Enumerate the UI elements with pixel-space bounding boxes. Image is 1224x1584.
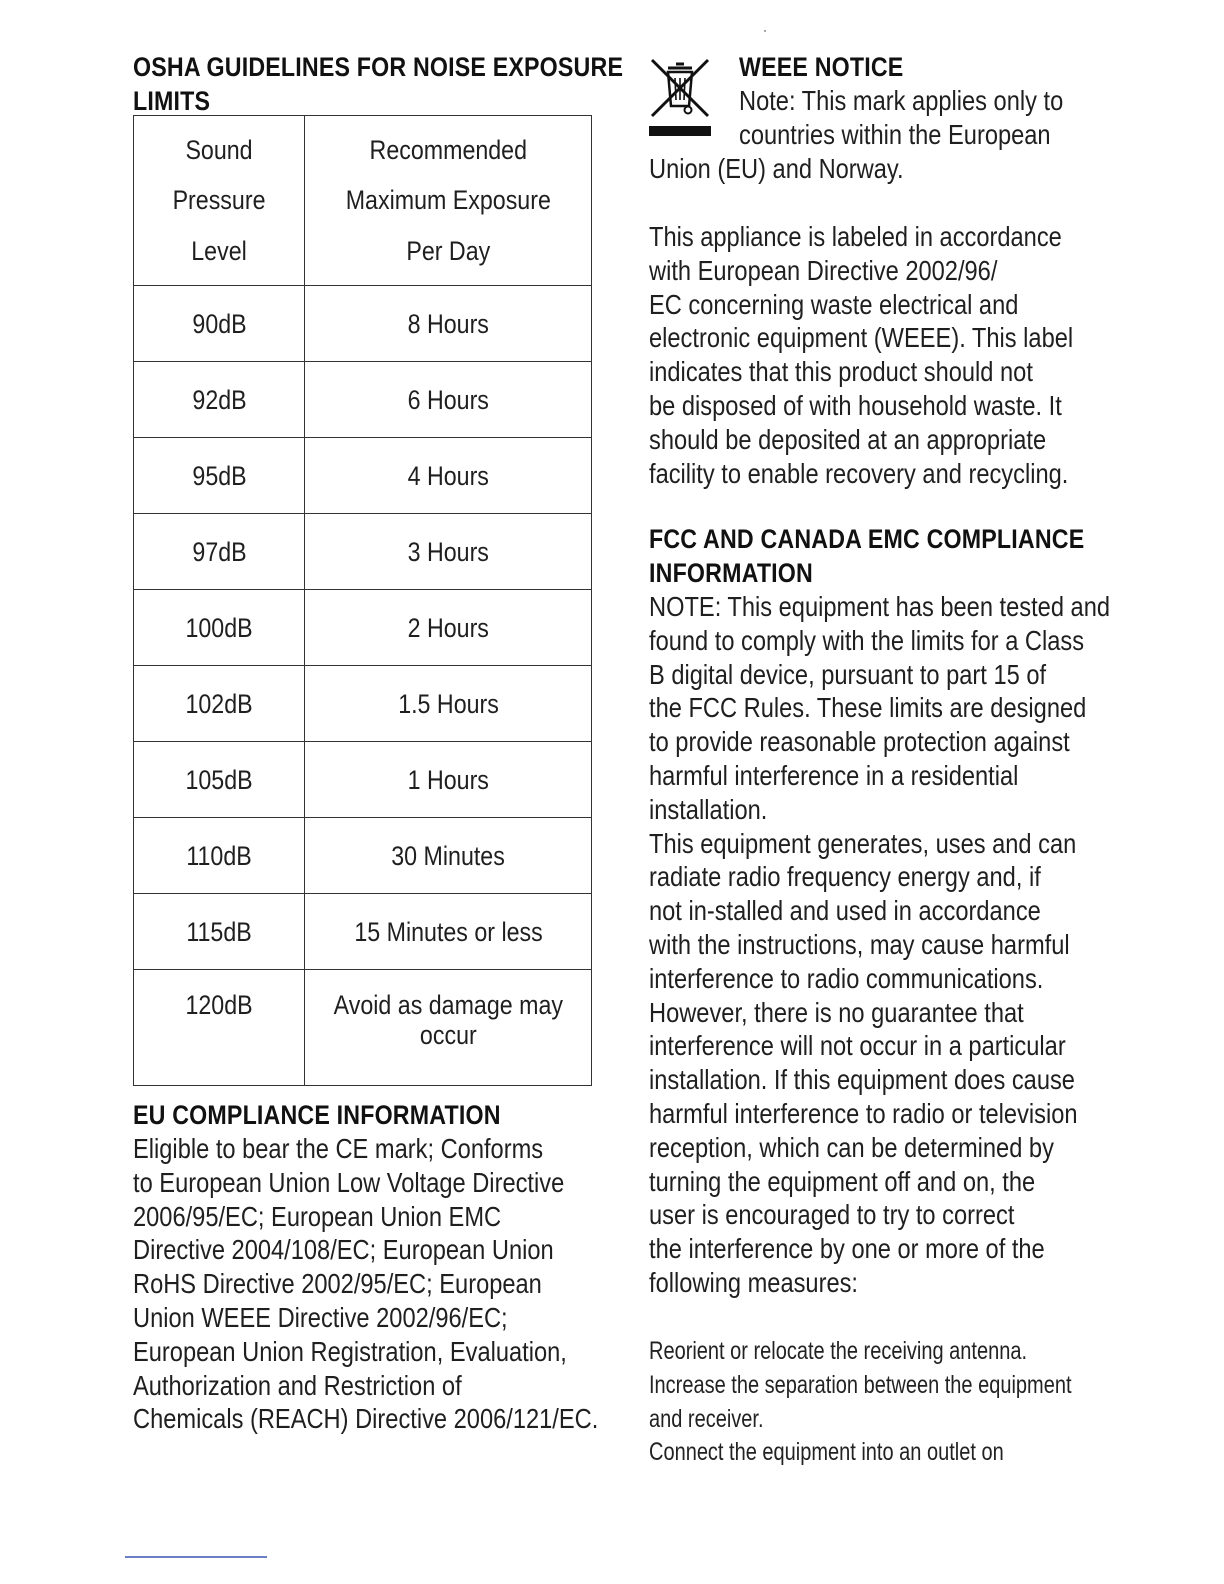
fcc-title-line2: INFORMATION (649, 558, 813, 588)
table-row (134, 514, 592, 590)
level-cell: 95dB (191, 460, 247, 491)
osha-title-line1: OSHA GUIDELINES FOR NOISE EXPOSURE (133, 52, 624, 82)
table-row (134, 362, 592, 438)
table-row (134, 818, 592, 894)
crossed-out-wheelie-bin-icon (648, 56, 712, 140)
exposure-cell: 8 Hours (407, 308, 489, 339)
exposure-cell: 30 Minutes (391, 840, 505, 871)
osha-title-line2: LIMITS (133, 86, 211, 116)
exposure-cell: 15 Minutes or less (353, 916, 543, 947)
table-row (134, 666, 592, 742)
exposure-cell: 4 Hours (407, 460, 489, 491)
table-header-row (134, 116, 592, 286)
fcc-body: NOTE: This equipment has been tested and found to comply with the limits for a Class B digital device, pursuant to part 15 of the FCC Rules. These limits are designed to provide reasonable protection against harmful interference in a residential installation. This equipment generates, uses and can radiate radio frequency energy and, if not in-stalled and used in accordance with the instructions, may cause harmful interference to radio communications. However, there is no guarantee that interference will not occur in a particular installation. If this equipment does cause harmful interference to radio or television reception, which can be determined by turning the equipment off and on, the user is encouraged to try to correct the interference by one or more of the following measures: (649, 591, 1111, 1298)
level-cell: 105dB (185, 764, 253, 795)
exposure-cell: 2 Hours (407, 612, 489, 643)
level-cell: 115dB (186, 916, 252, 947)
table-row (134, 286, 592, 362)
fcc-measures-list: Reorient or relocate the receiving antenna. Increase the separation between the equipment and receiver. Connect the equipment into an outlet on (649, 1337, 1072, 1467)
level-cell: 110dB (186, 840, 252, 871)
weee-body: This appliance is labeled in accordance with European Directive 2002/96/ EC concerning waste electrical and electronic equipment (WEEE). This label indicates that this product should not be disposed of with household waste. It should be deposited at an appropriate facility to enable recovery and recycling. (649, 221, 1074, 489)
level-cell: 102dB (185, 688, 253, 719)
exposure-cell: 3 Hours (407, 536, 489, 567)
table-row (134, 438, 592, 514)
level-cell: 120dB (185, 990, 253, 1020)
eu-compliance-body: Eligible to bear the CE mark; Conforms to European Union Low Voltage Directive 2006/95/EC; European Union EMC Directive 2004/108/EC; European Union RoHS Directive 2002/95/EC; European Union WEEE Directive 2002/96/EC; European Union Registration, Evaluation, Authorization and Restriction of Chemicals (REACH) Directive 2006/121/EC. (133, 1133, 599, 1435)
level-cell: 100dB (185, 612, 253, 643)
eu-compliance-title: EU COMPLIANCE INFORMATION (133, 1100, 501, 1130)
fcc-title-line1: FCC AND CANADA EMC COMPLIANCE (649, 524, 1085, 554)
level-cell: 90dB (191, 308, 247, 339)
table-row (134, 742, 592, 818)
weee-note-line2: countries within the European (739, 119, 1051, 150)
weee-notice-title: WEEE NOTICE (739, 52, 904, 82)
noise-exposure-table (133, 115, 592, 1086)
header-max-exposure: Recommended Maximum Exposure Per Day (305, 116, 592, 286)
exposure-cell: Avoid as damage may occur (333, 990, 563, 1050)
weee-note-line3: Union (EU) and Norway. (649, 153, 904, 184)
table-row (134, 894, 592, 970)
table-row (134, 970, 592, 1086)
header-sound-pressure-level: Sound Pressure Level (134, 116, 305, 286)
weee-note-line1: Note: This mark applies only to (739, 85, 1064, 116)
exposure-cell: 6 Hours (407, 384, 489, 415)
footer-rule (125, 1556, 267, 1558)
exposure-cell: 1 Hours (407, 764, 489, 795)
table-row (134, 590, 592, 666)
scan-speck (764, 30, 766, 32)
level-cell: 92dB (191, 384, 247, 415)
exposure-cell: 1.5 Hours (397, 688, 499, 719)
level-cell: 97dB (191, 536, 247, 567)
